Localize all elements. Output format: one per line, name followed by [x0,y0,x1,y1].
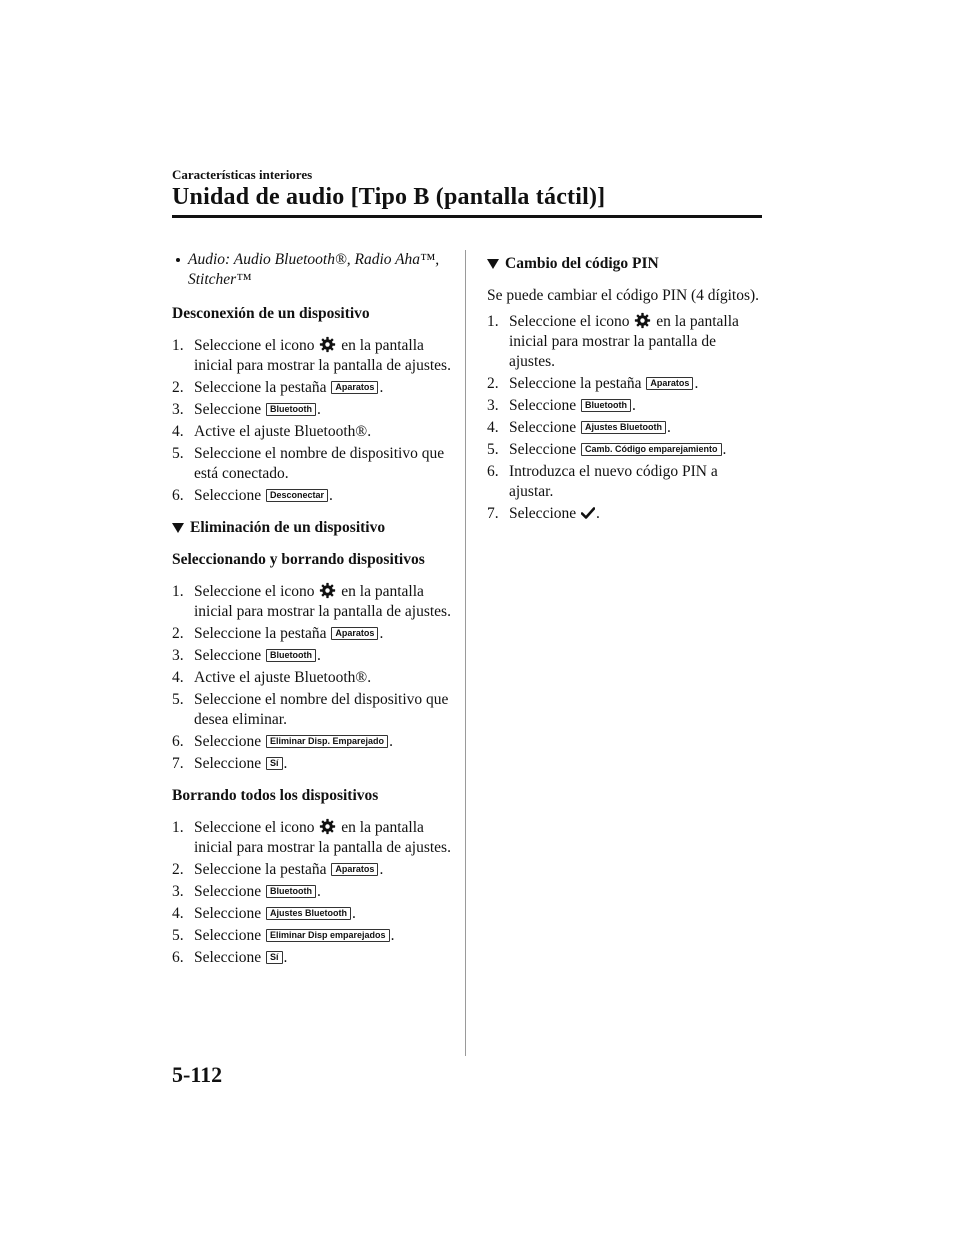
delete-device-heading: Eliminación de un dispositivo [172,518,452,538]
eliminar-disp-emparejado-button[interactable]: Eliminar Disp. Emparejado [266,735,388,748]
list-item: 7. Seleccione . [487,505,600,522]
bullet-dot-icon [176,258,180,262]
list-item: 3. Seleccione Bluetooth . [172,401,321,418]
ajustes-bluetooth-button[interactable]: Ajustes Bluetooth [266,907,351,920]
delete-all-title: Borrando todos los dispositivos [172,787,379,804]
list-item: 2. Seleccione la pestaña Aparatos . [172,379,384,396]
list-item: 4. Active el ajuste Bluetooth®. [172,423,372,440]
list-item: 2. Seleccione la pestaña Aparatos . [172,625,384,642]
aparatos-tab-button[interactable]: Aparatos [331,627,378,640]
page-number: 5-112 [172,1062,223,1087]
select-delete-title: Seleccionando y borrando dispositivos [172,551,425,568]
triangle-down-icon [172,523,184,533]
pin-intro: Se puede cambiar el código PIN (4 dígitos). [487,287,760,304]
triangle-down-icon [487,259,499,269]
aparatos-tab-button[interactable]: Aparatos [646,377,693,390]
list-item: 4. Seleccione Ajustes Bluetooth . [487,419,671,436]
pin-steps [487,312,762,524]
page-title: Unidad de audio [Tipo B (pantalla táctil)] [172,184,606,210]
list-item: 2. Seleccione la pestaña Aparatos . [487,375,699,392]
list-item: 6. Seleccione Desconectar . [172,487,333,504]
list-item: 1. Seleccione el icono en la pantalla inicial para mostrar la pantalla de ajustes. [172,583,451,620]
disconnect-title: Desconexión de un dispositivo [172,305,370,322]
column-divider [465,250,466,1056]
list-item: 5. Seleccione Eliminar Disp emparejados . [172,927,395,944]
audio-sources-bullet [172,250,452,290]
gear-icon [319,336,336,353]
list-item: 5. Seleccione el nombre del dispositivo que desea eliminar. [172,691,449,728]
checkmark-icon[interactable] [581,507,595,519]
right-column [487,250,762,536]
list-item: 6. Introduzca el nuevo código PIN a ajustar. [487,463,718,500]
bullet-text: Audio: Audio Bluetooth®, Radio Aha™, Stitcher™ [188,251,440,288]
list-item: 1. Seleccione el icono en la pantalla inicial para mostrar la pantalla de ajustes. [172,819,451,856]
camb-codigo-emparejamiento-button[interactable]: Camb. Código emparejamiento [581,443,722,456]
si-button[interactable]: Sí [266,951,283,964]
list-item: 4. Active el ajuste Bluetooth®. [172,669,372,686]
list-item: 7. Seleccione Sí . [172,755,288,772]
list-item: 6. Seleccione Eliminar Disp. Emparejado . [172,733,393,750]
bluetooth-button[interactable]: Bluetooth [581,399,631,412]
pin-change-heading: Cambio del código PIN [487,254,762,274]
list-item: 4. Seleccione Ajustes Bluetooth . [172,905,356,922]
aparatos-tab-button[interactable]: Aparatos [331,381,378,394]
aparatos-tab-button[interactable]: Aparatos [331,863,378,876]
section-label: Características interiores [172,167,313,182]
title-rule [172,215,762,218]
select-delete-steps [172,582,452,774]
delete-all-steps [172,818,452,968]
list-item: 3. Seleccione Bluetooth . [172,883,321,900]
list-item: 5. Seleccione el nombre de dispositivo que está conectado. [172,445,445,482]
list-item: 3. Seleccione Bluetooth . [172,647,321,664]
gear-icon [634,312,651,329]
ajustes-bluetooth-button[interactable]: Ajustes Bluetooth [581,421,666,434]
list-item: 6. Seleccione Sí . [172,949,288,966]
bluetooth-button[interactable]: Bluetooth [266,885,316,898]
eliminar-disp-emparejados-button[interactable]: Eliminar Disp emparejados [266,929,390,942]
si-button[interactable]: Sí [266,757,283,770]
list-item: 3. Seleccione Bluetooth . [487,397,636,414]
list-item: 1. Seleccione el icono en la pantalla inicial para mostrar la pantalla de ajustes. [487,313,739,370]
left-column [172,250,452,980]
list-item: 1. Seleccione el icono en la pantalla inicial para mostrar la pantalla de ajustes. [172,337,451,374]
gear-icon [319,582,336,599]
bluetooth-button[interactable]: Bluetooth [266,403,316,416]
bluetooth-button[interactable]: Bluetooth [266,649,316,662]
list-item: 5. Seleccione Camb. Código emparejamiento . [487,441,727,458]
gear-icon [319,818,336,835]
disconnect-steps [172,336,452,506]
list-item: 2. Seleccione la pestaña Aparatos . [172,861,384,878]
desconectar-button[interactable]: Desconectar [266,489,328,502]
